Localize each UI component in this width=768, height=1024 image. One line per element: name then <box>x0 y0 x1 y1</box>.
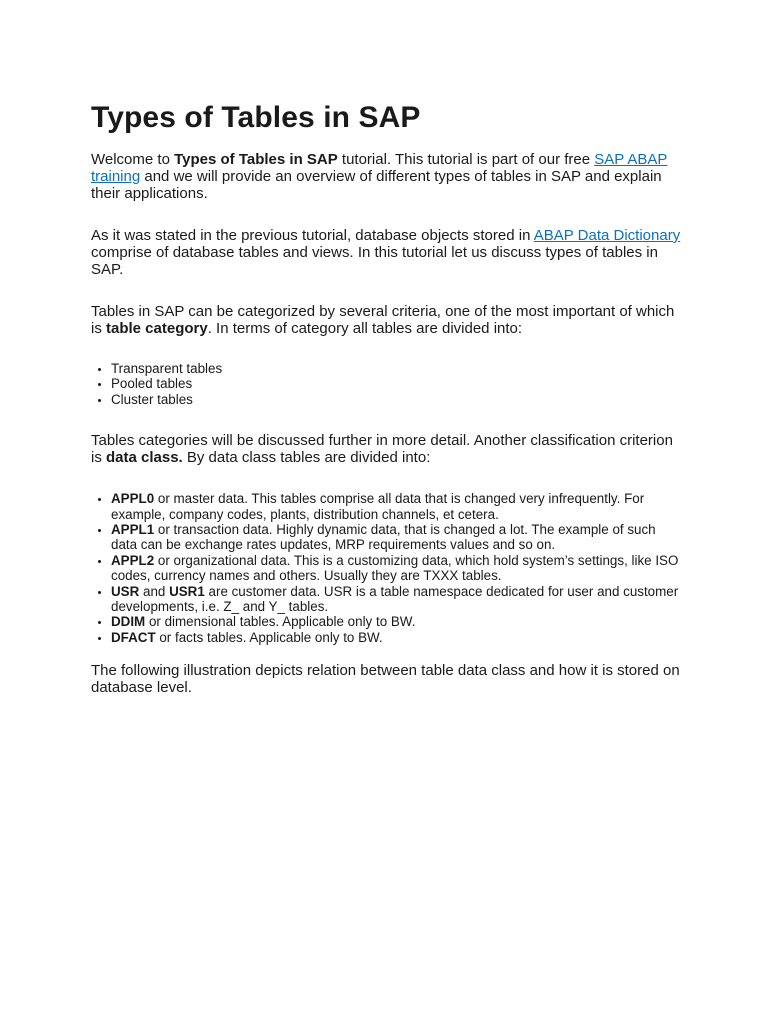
category-paragraph <box>91 303 681 337</box>
intro-paragraph <box>91 151 681 202</box>
abap-data-dictionary-link[interactable]: ABAP Data Dictionary <box>533 227 681 244</box>
page-title: Types of Tables in SAP <box>91 101 421 134</box>
para2-text-1: As it was stated in the previous tutorial, database objects stored in <box>91 227 534 244</box>
illustration-paragraph: The following illustration depicts relation between table data class and how it is stored on database level. <box>91 662 680 697</box>
intro-text-2: tutorial. This tutorial is part of our free <box>337 151 595 168</box>
list-item-term: APPL0 <box>111 491 155 507</box>
list-item-term: USR1 <box>169 583 205 599</box>
list-item <box>111 553 681 584</box>
list-item <box>111 522 681 553</box>
list-item-text: or master data. This tables comprise all data that is changed very infrequently. For example, company codes, plants, distribution channels, et cetera. <box>111 491 645 522</box>
list-item-text: are customer data. USR is a table namespace dedicated for user and customer developments, i.e. Z_ and Y_ tables. <box>111 583 679 615</box>
intro-bold: Types of Tables in SAP <box>174 151 338 168</box>
intro-text-3: and we will provide an overview of different types of tables in SAP and explain their applications. <box>91 168 662 202</box>
para4-text-2: By data class tables are divided into: <box>182 449 431 467</box>
list-item-term: DDIM <box>111 614 146 630</box>
para3-text-1: Tables in SAP can be categorized by several criteria, one of the most important of which is <box>91 303 675 337</box>
list-item: • Transparent tables <box>111 361 681 376</box>
article <box>91 100 681 696</box>
data-class-paragraph <box>91 432 681 466</box>
list-item-text: or transaction data. Highly dynamic data, that is changed a lot. The example of such data can be exchange rates updates, MRP requirements values and so on. <box>111 522 656 553</box>
list-item <box>111 614 681 629</box>
list-item-text: or facts tables. Applicable only to BW. <box>155 629 383 645</box>
sap-abap-training-link[interactable]: SAP ABAP training <box>91 151 668 185</box>
intro-text-1: Welcome to <box>91 151 175 168</box>
list-item-term: DFACT <box>111 629 156 645</box>
list-item-text: or dimensional tables. Applicable only to BW. <box>145 614 416 630</box>
para4-bold: data class. <box>106 449 183 467</box>
list-item <box>111 491 681 522</box>
dictionary-paragraph <box>91 227 681 278</box>
para3-text-2: . In terms of category all tables are divided into: <box>207 320 523 337</box>
list-item-term: USR <box>111 583 140 599</box>
list-item-text: and <box>139 583 170 599</box>
table-category-list <box>91 361 681 407</box>
list-item-term: APPL2 <box>111 552 155 568</box>
list-item <box>111 584 681 615</box>
data-class-list <box>91 491 681 645</box>
para2-text-2: comprise of database tables and views. In this tutorial let us discuss types of tables in SAP. <box>91 244 658 278</box>
para3-bold: table category <box>106 320 208 337</box>
para4-text-1: Tables categories will be discussed further in more detail. Another classification criterion is <box>91 432 673 467</box>
list-item-term: APPL1 <box>111 522 155 538</box>
list-item: • Pooled tables <box>111 376 681 391</box>
list-item: • Cluster tables <box>111 392 681 407</box>
list-item-text: or organizational data. This is a customizing data, which hold system’s settings, like ISO codes, currency names and others. Usually they are TXXX tables. <box>111 552 679 584</box>
list-item <box>111 630 681 645</box>
